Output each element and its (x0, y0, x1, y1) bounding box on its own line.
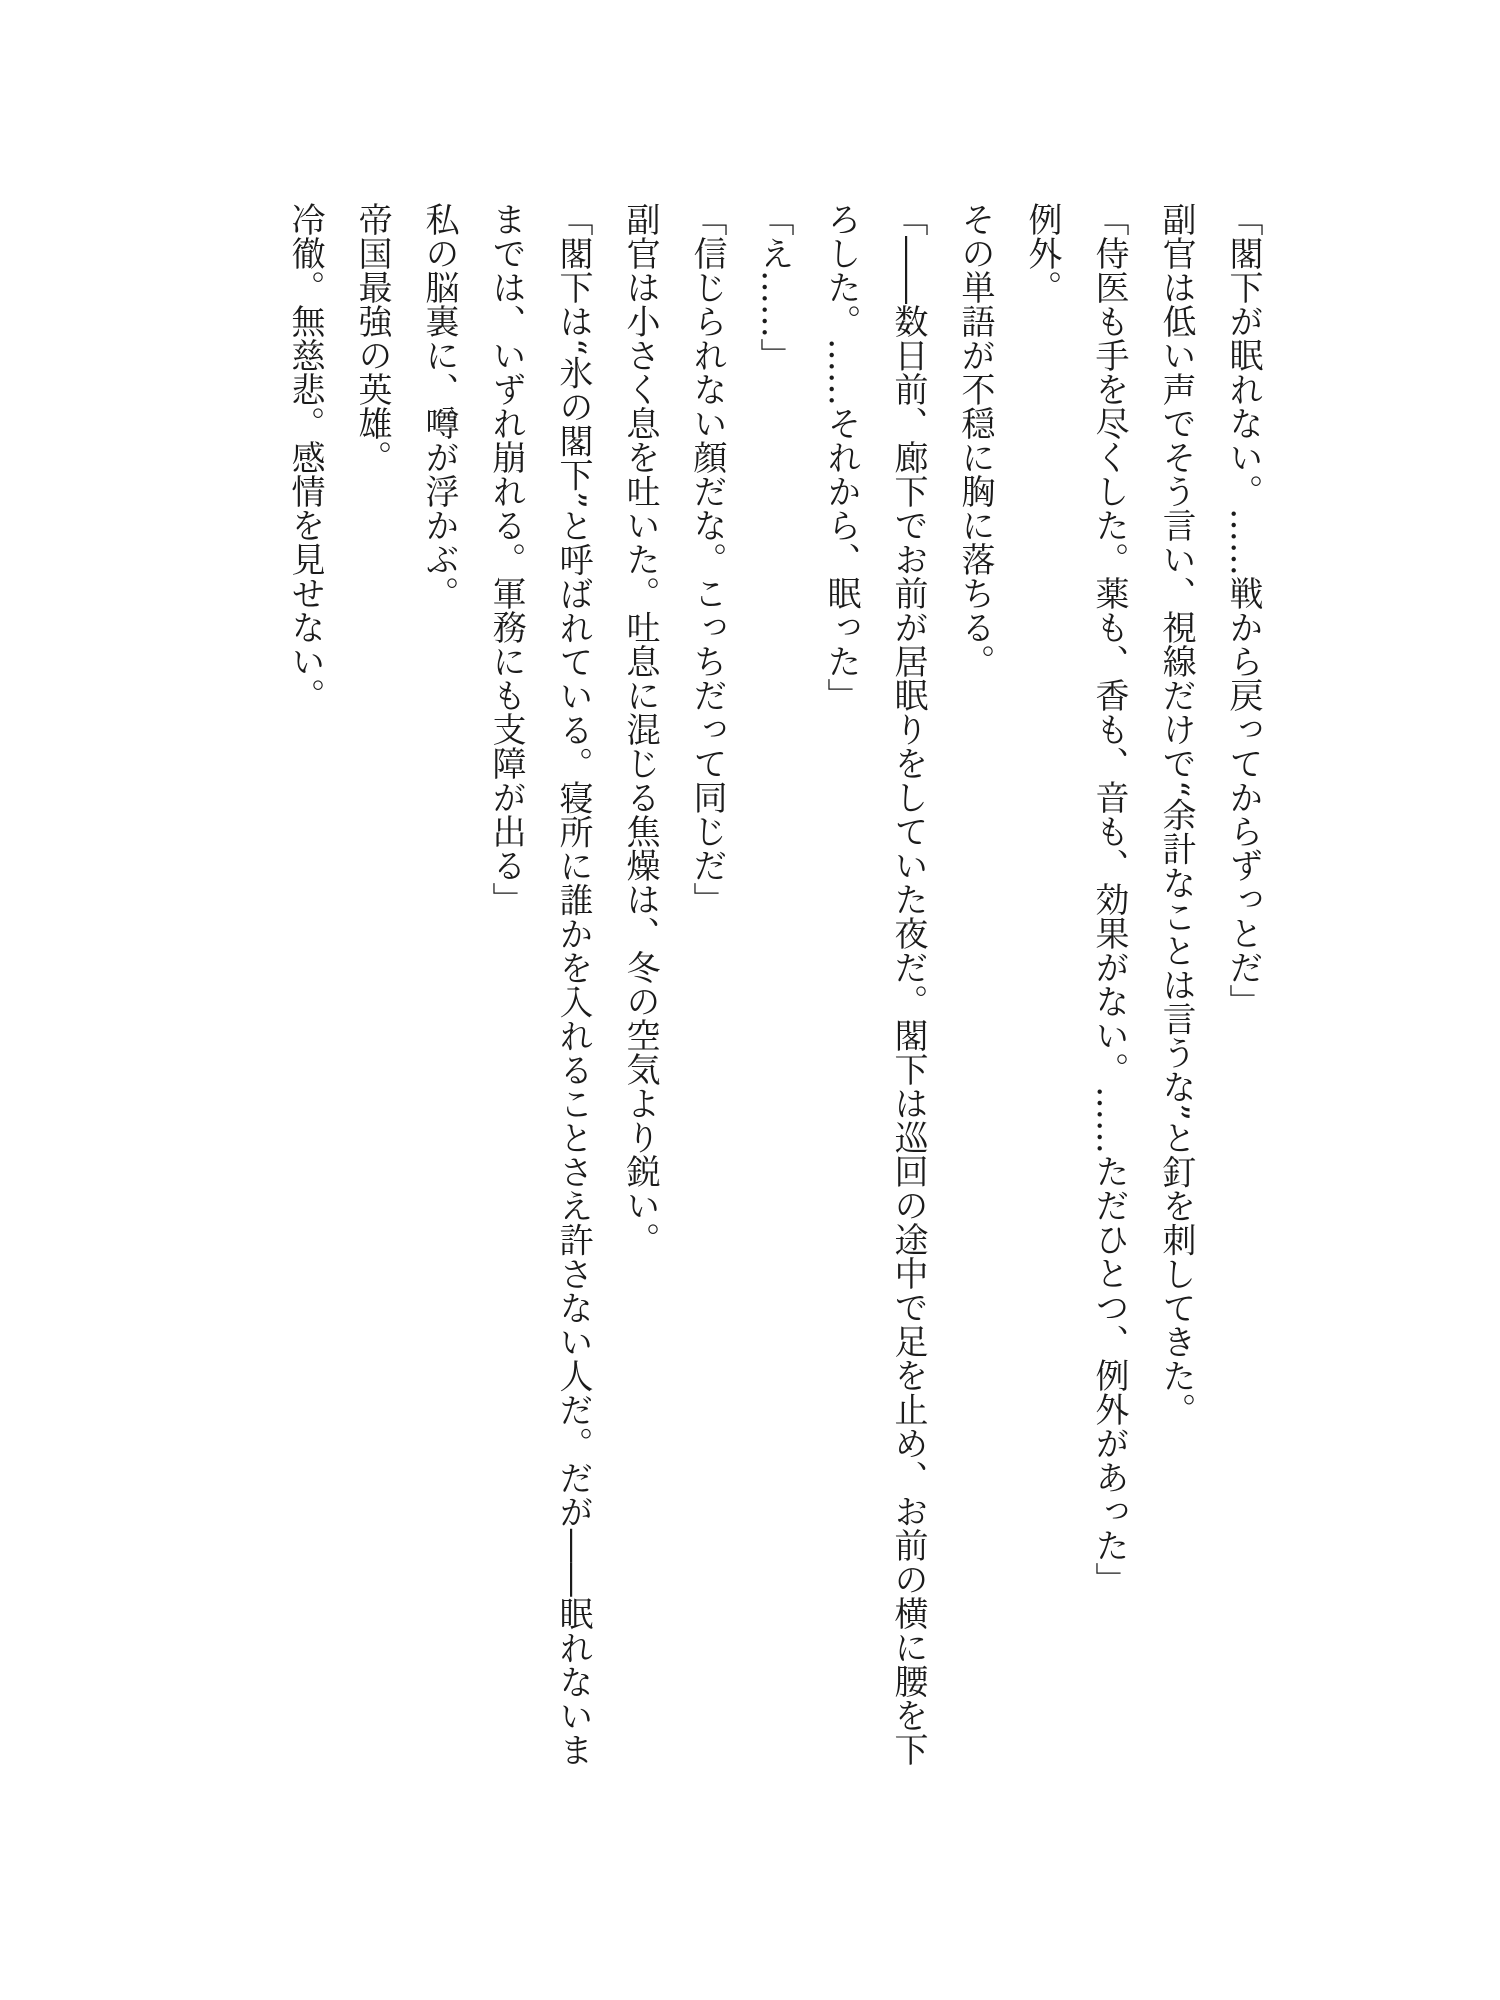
dialogue-line: 「閣下が眠れない。……戦から戻ってからずっとだ」 (1223, 202, 1263, 1018)
narration-line: 冷徹。無慈悲。感情を見せない。 (285, 202, 325, 712)
dialogue-line: 「信じられない顔だな。こっちだって同じだ」 (687, 202, 727, 916)
dialogue-line: 「閣下は“氷の閣下”と呼ばれている。寝所に誰かを入れることさえ許さない人だ。だが――眠れないままでは、いずれ崩れる。軍務にも支障が出る」 (486, 202, 593, 1767)
narration-line: 副官は小さく息を吐いた。吐息に混じる焦燥は、冬の空気より鋭い。 (620, 202, 660, 1256)
dialogue-line: 「え……」 (754, 202, 794, 372)
narration-line: 私の脳裏に、噂が浮かぶ。 (419, 202, 459, 610)
narration-line: 例外。 (1022, 202, 1062, 304)
vertical-text-block (271, 202, 1276, 1774)
dialogue-line: 「――数日前、廊下でお前が居眠りをしていた夜だ。閣下は巡回の途中で足を止め、お前の横に腰を下ろした。……それから、眠った」 (821, 202, 928, 1766)
narration-line: 帝国最強の英雄。 (352, 202, 392, 474)
dialogue-line: 「侍医も手を尽くした。薬も、香も、音も、効果がない。……ただひとつ、例外があった」 (1089, 202, 1129, 1596)
narration-line: その単語が不穏に胸に落ちる。 (955, 202, 995, 678)
narration-line: 副官は低い声でそう言い、視線だけで“余計なことは言うな”と釘を刺してきた。 (1156, 202, 1196, 1427)
